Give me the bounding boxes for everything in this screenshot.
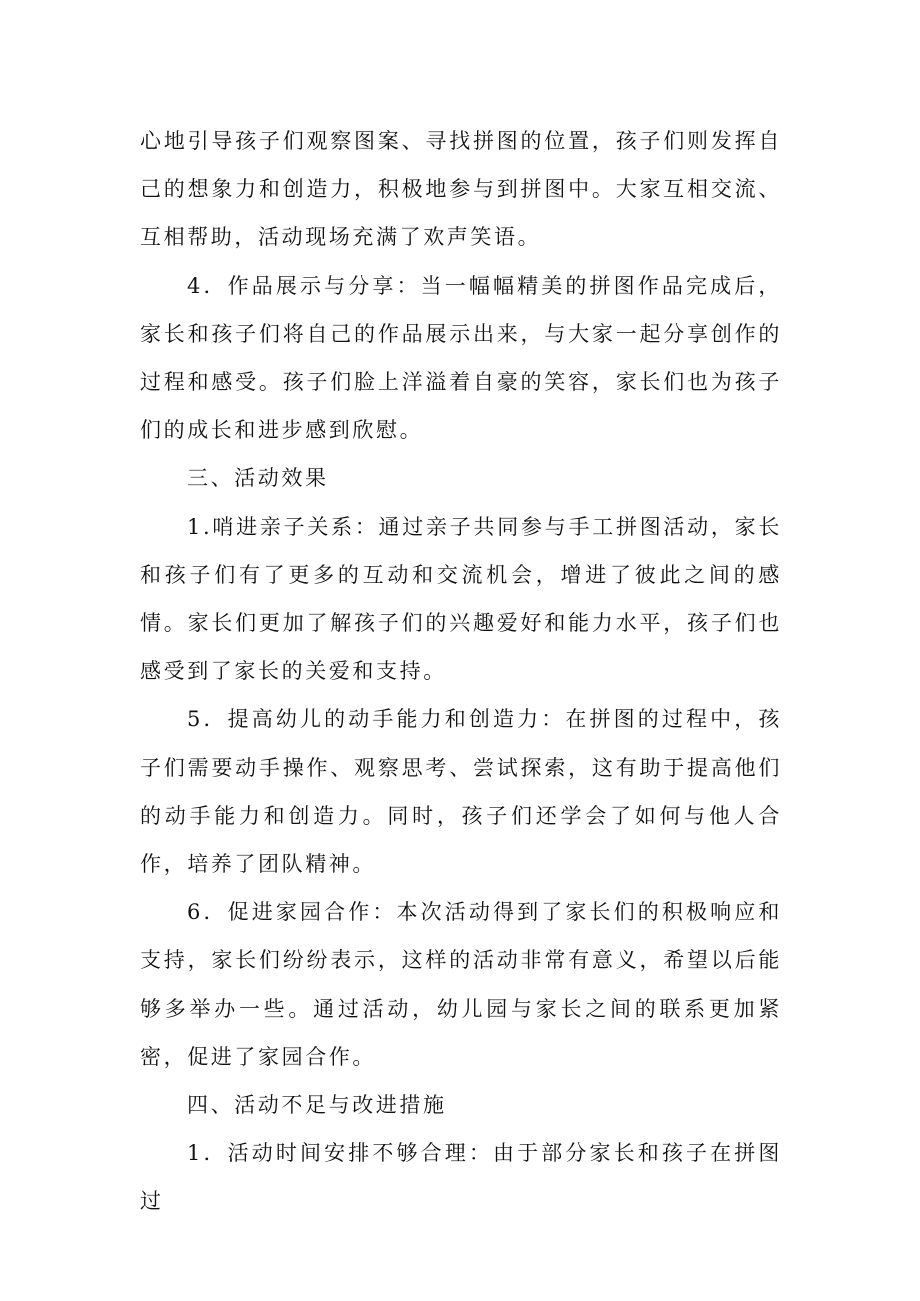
section-heading-improvements: 四、活动不足与改进措施 [187, 1093, 447, 1118]
paragraph-item-6: 6．促进家园合作：本次活动得到了家长们的积极响应和支持，家长们纷纷表示，这样的活动非常有意义，希望以后能够多举办一些。通过活动，幼儿园与家长之间的联系更加紧密，促进了家园合作。 [140, 900, 782, 1069]
section-heading-effects: 三、活动效果 [187, 466, 329, 491]
paragraph-item-1-improvement: 1．活动时间安排不够合理：由于部分家长和孩子在拼图过 [140, 1141, 782, 1214]
paragraph-continuation: 心地引导孩子们观察图案、寻找拼图的位置，孩子们则发挥自己的想象力和创造力，积极地参与到拼图中。大家互相交流、互相帮助，活动现场充满了欢声笑语。 [140, 129, 782, 250]
document-body [140, 117, 782, 1226]
paragraph-item-1: 1.哨进亲子关系：通过亲子共同参与手工拼图活动，家长和孩子们有了更多的互动和交流机会，增进了彼此之间的感情。家长们更加了解孩子们的兴趣爱好和能力水平，孩子们也感受到了家长的关爱和支持。 [140, 514, 782, 684]
paragraph-item-5: 5．提高幼儿的动手能力和创造力：在拼图的过程中，孩子们需要动手操作、观察思考、尝试探索，这有助于提高他们的动手能力和创造力。同时，孩子们还学会了如何与他人合作，培养了团队精神。 [140, 707, 782, 877]
paragraph-item-4: 4．作品展示与分享：当一幅幅精美的拼图作品完成后，家长和孩子们将自己的作品展示出来，与大家一起分享创作的过程和感受。孩子们脸上洋溢着自豪的笑容，家长们也为孩子们的成长和进步感到欣慰。 [140, 273, 782, 443]
